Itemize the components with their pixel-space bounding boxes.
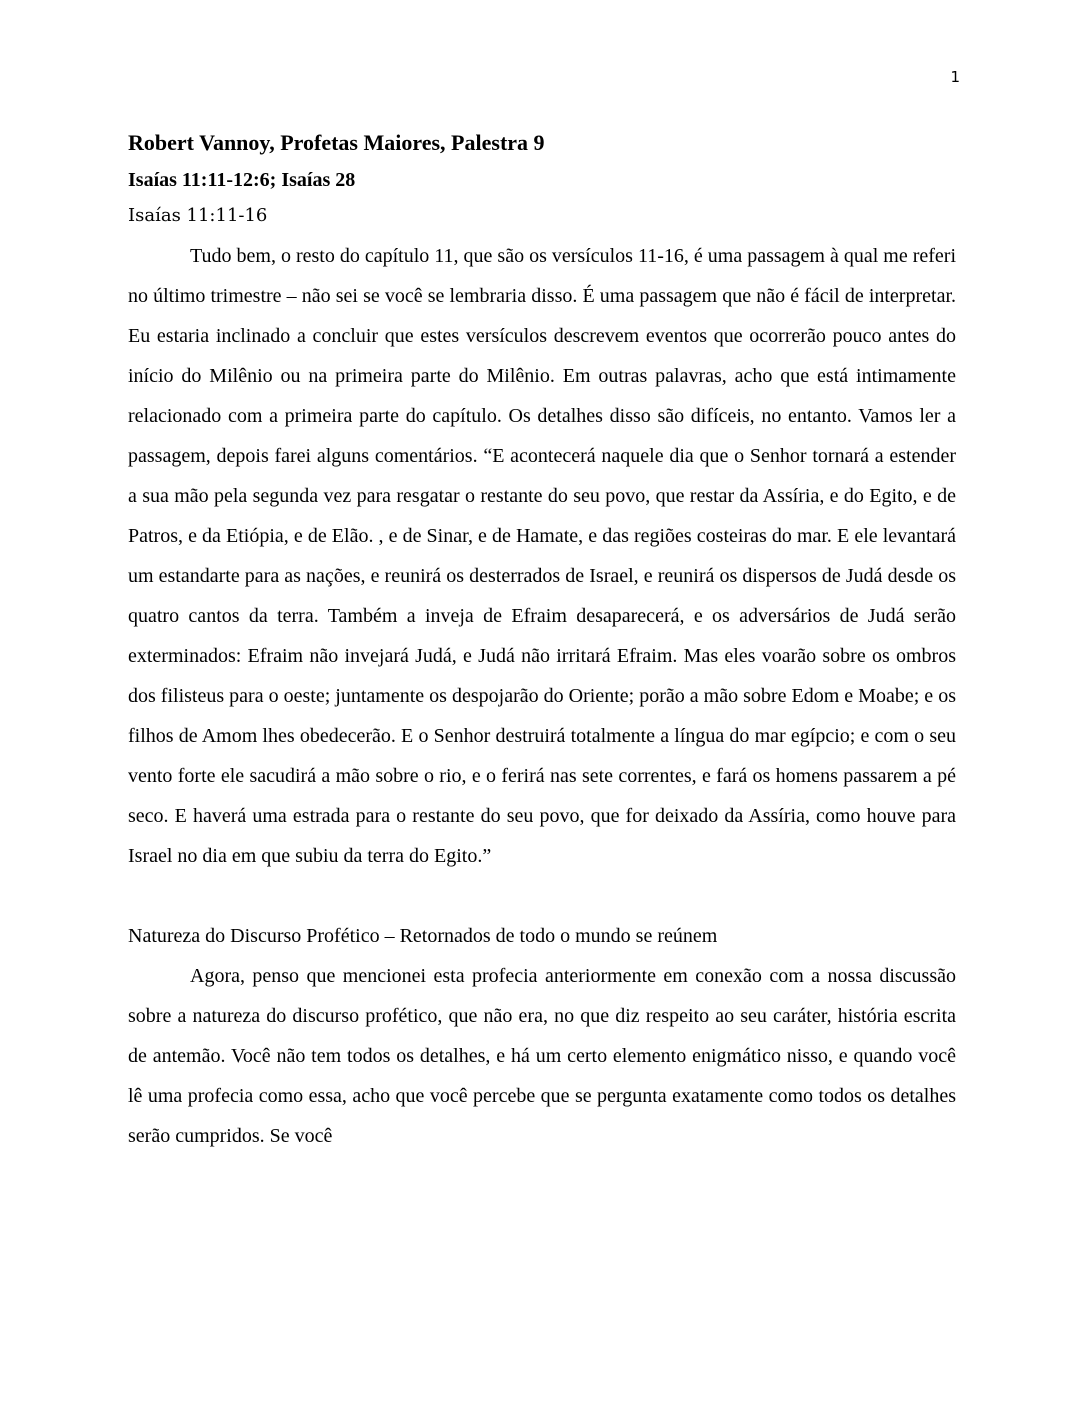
page-number: 1 <box>950 68 960 86</box>
document-body <box>128 128 956 1156</box>
lecture-subtitle: Isaías 11:11-12:6; Isaías 28 <box>128 169 356 191</box>
section-heading-passage: Isaías 11:11-16 <box>128 205 268 226</box>
section-paragraph-passage: Tudo bem, o resto do capítulo 11, que são os versículos 11-16, é uma passagem à qual me referi no último trimestre – não sei se você se lembraria disso. É uma passagem que não é fácil de interpretar. Eu estaria inclinado a concluir que estes versículos descrevem eventos que ocorrerão pouco antes do início do Milênio ou na primeira parte do Milênio. Em outras palavras, acho que está intimamente relacionado com a primeira parte do capítulo. Os detalhes disso são difíceis, no entanto. Vamos ler a passagem, depois farei alguns comentários. “E acontecerá naquele dia que o Senhor tornará a estender a sua mão pela segunda vez para resgatar o restante do seu povo, que restar da Assíria, e do Egito, e de Patros, e da Etiópia, e de Elão. , e de Sinar, e de Hamate, e das regiões costeiras do mar. E ele levantará um estandarte para as nações, e reunirá os desterrados de Israel, e reunirá os dispersos de Judá desde os quatro cantos da terra. Também a inveja de Efraim desaparecerá, e os adversários de Judá serão exterminados: Efraim não invejará Judá, e Judá não irritará Efraim. Mas eles voarão sobre os ombros dos filisteus para o oeste; juntamente os despojarão do Oriente; porão a mão sobre Edom e Moabe; e os filhos de Amom lhes obedecerão. E o Senhor destruirá totalmente a língua do mar egípcio; e com o seu vento forte ele sacudirá a mão sobre o rio, e o ferirá nas sete correntes, e fará os homens passarem a pé seco. E haverá uma estrada para o restante do seu povo, que for deixado da Assíria, como houve para Israel no dia em que subiu da terra do Egito.” <box>128 245 956 867</box>
section-paragraph-prophetic-discourse: Agora, penso que mencionei esta profecia anteriormente em conexão com a nossa discussão sobre a natureza do discurso profético, que não era, no que diz respeito ao seu caráter, história escrita de antemão. Você não tem todos os detalhes, e há um certo elemento enigmático nisso, e quando você lê uma profecia como essa, acho que você percebe que se pergunta exatamente como todos os detalhes serão cumpridos. Se você <box>128 965 956 1147</box>
lecture-title: Robert Vannoy, Profetas Maiores, Palestra 9 <box>128 130 545 155</box>
section-heading-prophetic-discourse: Natureza do Discurso Profético – Retornados de todo o mundo se reúnem <box>128 925 718 947</box>
section-spacer <box>128 876 956 916</box>
